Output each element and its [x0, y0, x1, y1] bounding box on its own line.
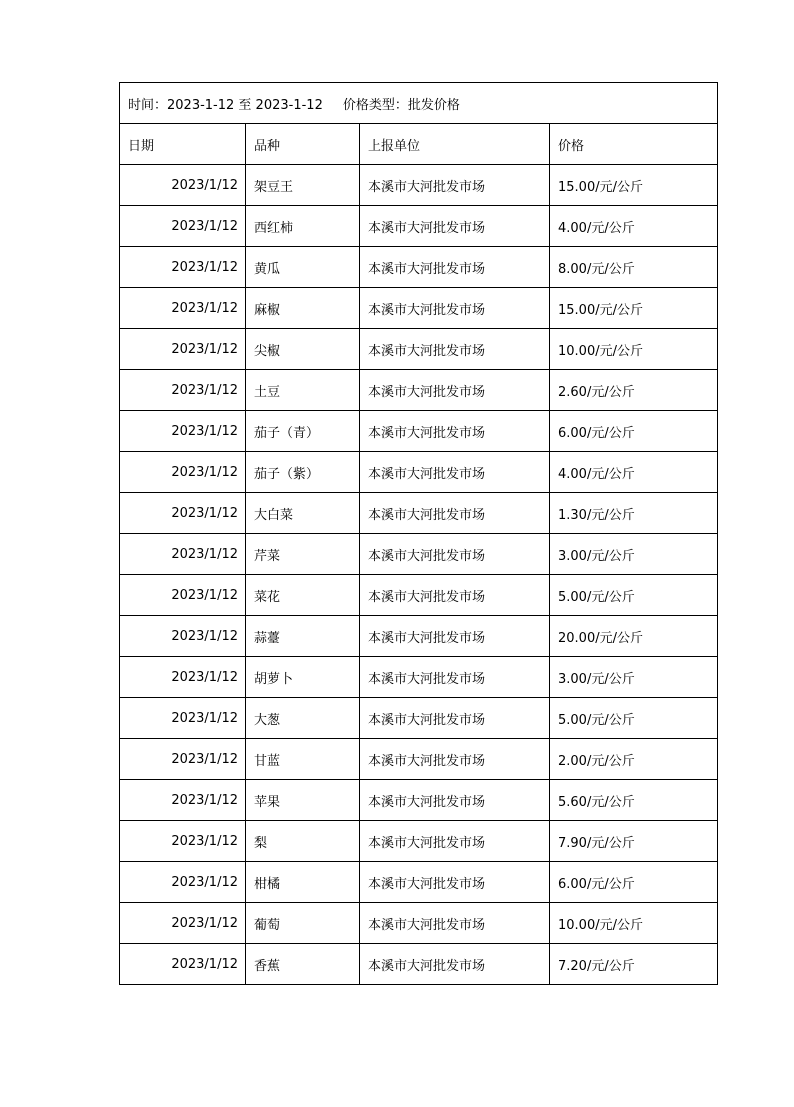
- variety-cell: 架豆王: [246, 165, 360, 206]
- date-cell: 2023/1/12: [120, 165, 246, 206]
- table-row: [120, 657, 718, 698]
- date-cell: 2023/1/12: [120, 288, 246, 329]
- table-row: [120, 165, 718, 206]
- table-row: [120, 862, 718, 903]
- price-type: 批发价格: [407, 97, 460, 113]
- variety-cell: 菜花: [246, 575, 360, 616]
- unit-cell: 本溪市大河批发市场: [360, 616, 550, 657]
- table-row: [120, 370, 718, 411]
- date-cell: 2023/1/12: [120, 411, 246, 452]
- date-cell: 2023/1/12: [120, 206, 246, 247]
- price-cell: 7.20/元/公斤: [550, 944, 718, 985]
- unit-cell: 本溪市大河批发市场: [360, 780, 550, 821]
- price-cell: 5.00/元/公斤: [550, 575, 718, 616]
- date-cell: 2023/1/12: [120, 944, 246, 985]
- table-row: [120, 329, 718, 370]
- table-row: [120, 780, 718, 821]
- table-row: [120, 903, 718, 944]
- table-row: [120, 534, 718, 575]
- table-row: [120, 616, 718, 657]
- header-cell: [120, 83, 718, 124]
- price-cell: 2.60/元/公斤: [550, 370, 718, 411]
- unit-cell: 本溪市大河批发市场: [360, 411, 550, 452]
- header-row: [120, 83, 718, 124]
- unit-cell: 本溪市大河批发市场: [360, 247, 550, 288]
- variety-cell: 黄瓜: [246, 247, 360, 288]
- date-cell: 2023/1/12: [120, 657, 246, 698]
- price-cell: 10.00/元/公斤: [550, 329, 718, 370]
- price-cell: 3.00/元/公斤: [550, 534, 718, 575]
- variety-cell: 尖椒: [246, 329, 360, 370]
- variety-cell: 大白菜: [246, 493, 360, 534]
- date-cell: 2023/1/12: [120, 370, 246, 411]
- date-cell: 2023/1/12: [120, 329, 246, 370]
- variety-cell: 芹菜: [246, 534, 360, 575]
- variety-cell: 香蕉: [246, 944, 360, 985]
- price-cell: 4.00/元/公斤: [550, 452, 718, 493]
- price-cell: 15.00/元/公斤: [550, 165, 718, 206]
- table-row: [120, 493, 718, 534]
- unit-cell: 本溪市大河批发市场: [360, 657, 550, 698]
- table-row: [120, 247, 718, 288]
- column-header-price: 价格: [550, 124, 718, 165]
- variety-cell: 葡萄: [246, 903, 360, 944]
- table-row: [120, 288, 718, 329]
- unit-cell: 本溪市大河批发市场: [360, 452, 550, 493]
- unit-cell: 本溪市大河批发市场: [360, 493, 550, 534]
- price-cell: 2.00/元/公斤: [550, 739, 718, 780]
- variety-cell: 土豆: [246, 370, 360, 411]
- time-label: 时间：: [128, 97, 168, 113]
- date-cell: 2023/1/12: [120, 739, 246, 780]
- variety-cell: 麻椒: [246, 288, 360, 329]
- unit-cell: 本溪市大河批发市场: [360, 821, 550, 862]
- price-cell: 8.00/元/公斤: [550, 247, 718, 288]
- price-cell: 4.00/元/公斤: [550, 206, 718, 247]
- table-row: [120, 739, 718, 780]
- price-table: [119, 82, 718, 985]
- price-cell: 20.00/元/公斤: [550, 616, 718, 657]
- unit-cell: 本溪市大河批发市场: [360, 698, 550, 739]
- variety-cell: 柑橘: [246, 862, 360, 903]
- table-row: [120, 575, 718, 616]
- price-cell: 15.00/元/公斤: [550, 288, 718, 329]
- price-cell: 3.00/元/公斤: [550, 657, 718, 698]
- date-cell: 2023/1/12: [120, 452, 246, 493]
- unit-cell: 本溪市大河批发市场: [360, 739, 550, 780]
- price-cell: 1.30/元/公斤: [550, 493, 718, 534]
- date-cell: 2023/1/12: [120, 821, 246, 862]
- date-cell: 2023/1/12: [120, 247, 246, 288]
- price-cell: 5.60/元/公斤: [550, 780, 718, 821]
- column-header-unit: 上报单位: [360, 124, 550, 165]
- date-cell: 2023/1/12: [120, 780, 246, 821]
- date-cell: 2023/1/12: [120, 698, 246, 739]
- date-cell: 2023/1/12: [120, 534, 246, 575]
- unit-cell: 本溪市大河批发市场: [360, 206, 550, 247]
- price-cell: 5.00/元/公斤: [550, 698, 718, 739]
- variety-cell: 西红柿: [246, 206, 360, 247]
- column-header-variety: 品种: [246, 124, 360, 165]
- variety-cell: 苹果: [246, 780, 360, 821]
- variety-cell: 大葱: [246, 698, 360, 739]
- column-header-date: 日期: [120, 124, 246, 165]
- table-row: [120, 452, 718, 493]
- unit-cell: 本溪市大河批发市场: [360, 575, 550, 616]
- table-row: [120, 698, 718, 739]
- date-cell: 2023/1/12: [120, 575, 246, 616]
- table-row: [120, 944, 718, 985]
- unit-cell: 本溪市大河批发市场: [360, 165, 550, 206]
- unit-cell: 本溪市大河批发市场: [360, 534, 550, 575]
- unit-cell: 本溪市大河批发市场: [360, 370, 550, 411]
- variety-cell: 甘蓝: [246, 739, 360, 780]
- variety-cell: 胡萝卜: [246, 657, 360, 698]
- variety-cell: 蒜薹: [246, 616, 360, 657]
- date-cell: 2023/1/12: [120, 862, 246, 903]
- date-cell: 2023/1/12: [120, 616, 246, 657]
- variety-cell: 茄子（青）: [246, 411, 360, 452]
- date-cell: 2023/1/12: [120, 903, 246, 944]
- variety-cell: 茄子（紫）: [246, 452, 360, 493]
- price-type-label: 价格类型：: [342, 97, 408, 113]
- time-range: 2023-1-12 至 2023-1-12: [167, 97, 323, 113]
- column-header-row: [120, 124, 718, 165]
- unit-cell: 本溪市大河批发市场: [360, 862, 550, 903]
- unit-cell: 本溪市大河批发市场: [360, 944, 550, 985]
- date-cell: 2023/1/12: [120, 493, 246, 534]
- unit-cell: 本溪市大河批发市场: [360, 329, 550, 370]
- variety-cell: 梨: [246, 821, 360, 862]
- table-row: [120, 821, 718, 862]
- table-row: [120, 206, 718, 247]
- unit-cell: 本溪市大河批发市场: [360, 903, 550, 944]
- price-cell: 6.00/元/公斤: [550, 862, 718, 903]
- table-row: [120, 411, 718, 452]
- price-cell: 10.00/元/公斤: [550, 903, 718, 944]
- unit-cell: 本溪市大河批发市场: [360, 288, 550, 329]
- price-cell: 6.00/元/公斤: [550, 411, 718, 452]
- price-cell: 7.90/元/公斤: [550, 821, 718, 862]
